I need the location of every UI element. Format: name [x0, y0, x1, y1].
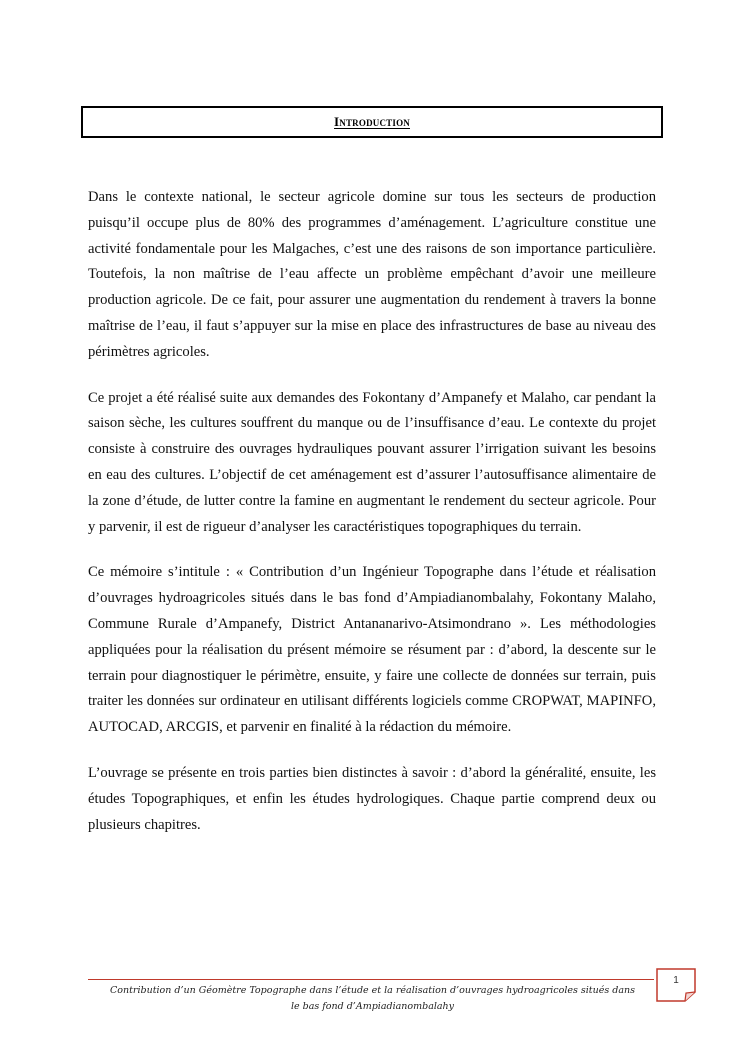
paragraph: Ce mémoire s’intitule : « Contribution d’un Ingénieur Topographe dans l’étude et réalisation d’ouvrages hydroagricoles situés dans le bas fond d’Ampiadianombalahy, Fokontany Malaho, Commune Rurale d’Ampanefy, District Antananarivo-Atsimondrano ». Les méthodologies appliquées pour la réalisation du présent mémoire se résument par : d’abord, la descente sur le terrain pour diagnostiquer le périmètre, ensuite, y faire une collecte de données sur terrain, puis traiter les données sur ordinateur en utilisant différents logiciels comme CROPWAT, MAPINFO, AUTOCAD, ARCGIS, et parvenir en finalité à la rédaction du mémoire.: [88, 564, 656, 736]
body-content: [88, 185, 656, 838]
footer-text: Contribution d’un Géomètre Topographe dans l’étude et la réalisation d’ouvrages hydroagricoles situés dans le bas fond d’Ampiadianombalahy: [110, 985, 635, 1012]
page-number: 1: [673, 975, 679, 986]
page-number-badge: [656, 968, 696, 1002]
footer-divider: [88, 979, 654, 980]
paragraph: Ce projet a été réalisé suite aux demandes des Fokontany d’Ampanefy et Malaho, car pendant la saison sèche, les cultures souffrent du manque ou de l’insuffisance d’eau. Le contexte du projet consiste à construire des ouvrages hydrauliques pouvant assurer l’irrigation suivant les besoins en eau des cultures. L’objectif de cet aménagement est d’assurer l’autosuffisance alimentaire de la zone d’étude, de lutter contre la famine en augmentant le rendement du secteur agricole. Pour y parvenir, il est de rigueur d’analyser les caractéristiques topographiques du terrain.: [88, 389, 656, 535]
section-title: Introduction: [334, 114, 410, 129]
paragraph: Dans le contexte national, le secteur agricole domine sur tous les secteurs de production puisqu’il occupe plus de 80% des programmes d’aménagement. L’agriculture constitue une activité fondamentale pour les Malgaches, c’est une des raisons de son importance particulière. Toutefois, la non maîtrise de l’eau affecte un problème empêchant d’avoir une meilleure production agricole. De ce fait, pour assurer une augmentation du rendement à travers la bonne maîtrise de l’eau, il faut s’appuyer sur la mise en place des infrastructures de base au niveau des périmètres agricoles.: [88, 189, 656, 360]
section-title-box: [81, 106, 663, 138]
paragraph: L’ouvrage se présente en trois parties bien distinctes à savoir : d’abord la généralité, ensuite, les études Topographiques, et enfin les études hydrologiques. Chaque partie comprend deux ou plusieurs chapitres.: [88, 764, 656, 833]
